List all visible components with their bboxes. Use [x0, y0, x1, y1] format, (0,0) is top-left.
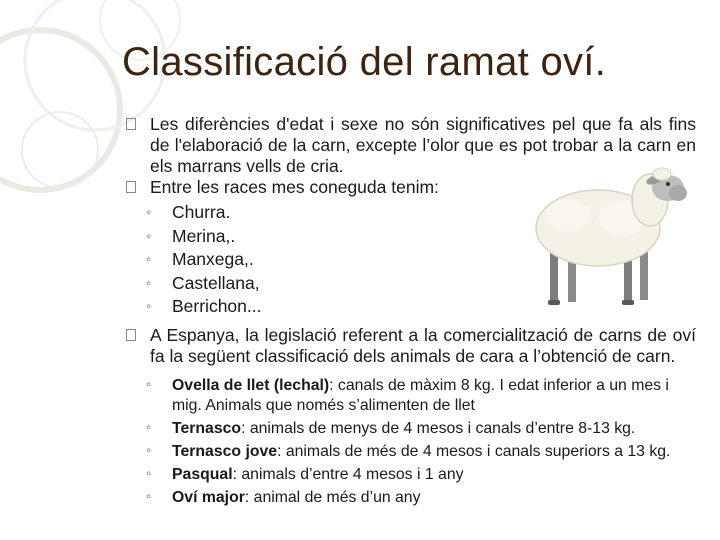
bullet-text: A Espanya, la legislació referent a la comercialització de carns de oví fa la següent classificació dels animals de cara a l’obtenció de carn. — [150, 324, 696, 366]
circle-bullet-icon: ◦ — [146, 251, 152, 268]
list-item: ◦ Merina,. — [126, 225, 696, 249]
list-item: ◦ Ternasco jove: animals de més de 4 mesos i canals superiors a 13 kg. — [146, 441, 671, 460]
list-item: ◦ Berrichon... — [126, 295, 696, 319]
list-item: ◦ Churra. — [126, 201, 696, 225]
bullet-text: Entre les races mes coneguda tenim: — [150, 177, 439, 197]
checkbox-bullet-icon — [126, 181, 136, 193]
circle-bullet-icon: ◦ — [146, 487, 152, 505]
list-item: ◦ Ternasco: animals de menys de 4 mesos i canals d’entre 8-13 kg. — [146, 418, 636, 437]
list-item: ◦ Manxega,. — [126, 248, 696, 272]
bullet-text: Les diferències d'edat i sexe no són significatives pel que fa als fins de l'elaboració de la carn, excepte l’olor que es pot trobar a la carn en els marrans vells de cria. — [150, 114, 696, 176]
bullet-item — [126, 325, 696, 367]
circle-bullet-icon: ◦ — [146, 375, 152, 393]
circle-bullet-icon: ◦ — [146, 227, 152, 245]
circle-bullet-icon: ◦ — [146, 464, 152, 482]
circle-bullet-icon: ◦ — [146, 298, 152, 315]
sheep-illustration — [528, 160, 693, 315]
list-item: ◦ Ovella de llet (lechal): canals de màxim 8 kg. I edat inferior a un mes i mig. Animals que només s’alimenten de llet — [146, 375, 669, 414]
list-item: ◦ Castellana, — [126, 272, 696, 296]
list-item: ◦ Oví major: animal de més d’un any — [146, 487, 421, 506]
circle-bullet-icon: ◦ — [146, 418, 152, 436]
slide-title: Classificació del ramat oví. — [122, 40, 607, 84]
list-item: ◦ Pasqual: animals d’entre 4 mesos i 1 any — [146, 464, 464, 483]
categories-list — [126, 376, 696, 508]
checkbox-bullet-icon — [126, 329, 136, 341]
circle-bullet-icon: ◦ — [146, 274, 152, 292]
circle-bullet-icon: ◦ — [146, 441, 152, 459]
circle-bullet-icon: ◦ — [146, 204, 152, 221]
checkbox-bullet-icon — [126, 118, 136, 130]
